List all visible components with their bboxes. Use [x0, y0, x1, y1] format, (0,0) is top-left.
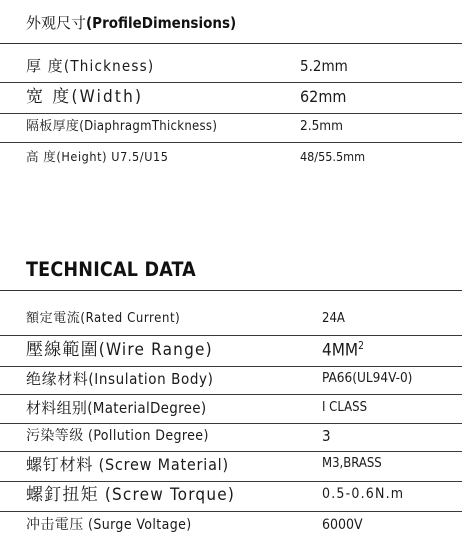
- spec-value: 3: [322, 427, 331, 445]
- spec-label: 高 度(Height) U7.5/U15: [26, 149, 169, 164]
- row-divider: [0, 423, 462, 424]
- spec-value: 0.5-0.6N.m: [322, 486, 405, 502]
- spec-value: 24A: [322, 311, 345, 326]
- section-title-cn: 外观尺寸: [26, 14, 87, 32]
- row-divider: [0, 394, 462, 395]
- spec-label: 宽 度(Width): [26, 87, 144, 107]
- spec-value: [322, 342, 364, 360]
- wire-range-value: 4MM: [322, 340, 359, 361]
- spec-value: M3,BRASS: [322, 456, 382, 471]
- section-title-en: (ProfileDimensions): [86, 14, 237, 32]
- section-title-technical-data: TECHNICAL DATA: [26, 258, 196, 281]
- spec-value: I CLASS: [322, 400, 367, 415]
- spec-label: 材料组别(MaterialDegree): [26, 399, 207, 417]
- row-divider: [0, 335, 462, 336]
- spec-value: 62mm: [300, 87, 347, 106]
- row-divider: [0, 366, 462, 367]
- spec-label: 污染等级 (Pollution Degree): [26, 428, 209, 444]
- section-title-rule: [0, 290, 462, 291]
- spec-label: 額定電流(Rated Current): [26, 311, 181, 326]
- wire-range-superscript: 2: [358, 341, 364, 352]
- spec-label: 冲击電压 (Surge Voltage): [26, 517, 192, 533]
- row-divider: [0, 511, 462, 512]
- spec-value: 48/55.5mm: [300, 149, 366, 164]
- spec-value: 5.2mm: [300, 57, 348, 75]
- spec-value: 2.5mm: [300, 118, 343, 134]
- spec-value: PA66(UL94V-0): [322, 370, 413, 386]
- spec-label: 壓線範圍(Wire Range): [26, 340, 213, 360]
- row-divider: [0, 481, 462, 482]
- spec-label: 螺钉材料 (Screw Material): [26, 455, 229, 474]
- spec-label: 螺釘扭矩 (Screw Torque): [26, 485, 236, 505]
- spec-label: 厚 度(Thickness): [26, 57, 155, 75]
- row-divider: [0, 451, 462, 452]
- spec-value: 6000V: [322, 517, 363, 533]
- spec-label: 绝缘材料(Insulation Body): [26, 370, 214, 388]
- spec-label: 隔板厚度(DiaphragmThickness): [26, 119, 218, 134]
